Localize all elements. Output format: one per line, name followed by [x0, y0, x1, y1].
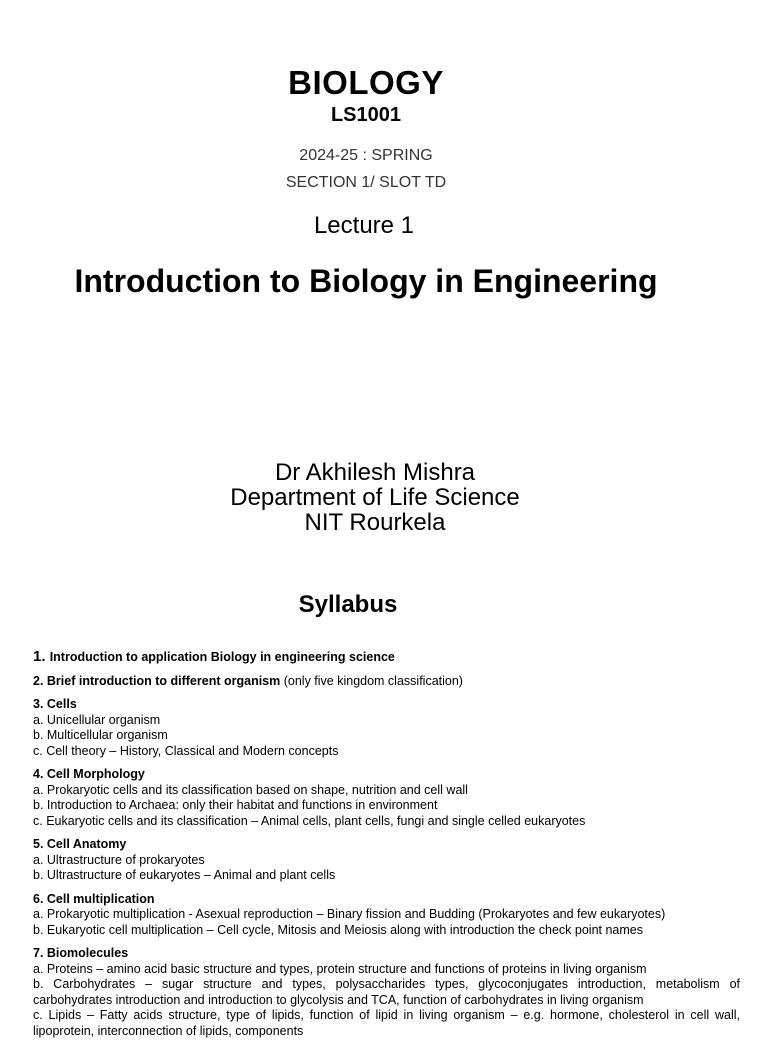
syllabus-item-title: Biomolecules: [46, 946, 129, 960]
syllabus-subitem: a. Proteins – amino acid basic structure and types, protein structure and functions of proteins in living organism: [33, 961, 647, 976]
syllabus-item-title: Cells: [46, 697, 77, 711]
course-code: LS1001: [330, 104, 402, 126]
syllabus-heading: Syllabus: [298, 591, 398, 618]
author-block: [0, 460, 759, 535]
syllabus-subitem: b. Ultrastructure of eukaryotes – Animal and plant cells: [33, 868, 336, 882]
syllabus-item: [33, 837, 740, 884]
syllabus-item-title: Cell multiplication: [46, 891, 155, 906]
syllabus-item-heading: [33, 649, 740, 666]
syllabus-subitem: c. Eukaryotic cells and its classification – Animal cells, plant cells, fungi and single celled eukaryotes: [33, 813, 586, 828]
syllabus-subitem: b. Eukaryotic cell multiplication – Cell cycle, Mitosis and Meiosis along with introduction the check point names: [33, 922, 644, 937]
syllabus-item-title: Cell Morphology: [46, 767, 145, 781]
syllabus-item-heading: [33, 767, 740, 783]
author-department: Department of Life Science: [230, 484, 520, 511]
syllabus-item-number: 2.: [33, 673, 47, 688]
term-label: 2024-25 : SPRING: [299, 147, 433, 164]
syllabus-item-number: 1.: [33, 648, 50, 665]
syllabus-item: [33, 649, 740, 666]
syllabus-item-title: Brief introduction to different organism: [46, 673, 281, 688]
lecture-title: Introduction to Biology in Engineering: [74, 263, 658, 299]
syllabus-item: [33, 674, 740, 690]
syllabus-subitem: a. Prokaryotic cells and its classification based on shape, nutrition and cell wall: [33, 782, 468, 797]
syllabus-item: [33, 767, 740, 829]
syllabus-item-heading: [33, 946, 740, 962]
syllabus-item-number: 6.: [33, 891, 47, 906]
syllabus-item: [33, 697, 740, 759]
syllabus-item-number: 5.: [33, 837, 47, 851]
syllabus-subitem: c. Cell theory – History, Classical and Modern concepts: [33, 743, 339, 758]
syllabus-item: [33, 946, 740, 1039]
syllabus-item-heading: [33, 892, 740, 908]
syllabus-subitem: b. Carbohydrates – sugar structure and types, polysaccharides types, glycoconjugates introduction, metabolism of carbohydrates introduction and introduction to glycolysis and TCA, function of carbohydrates in living organism: [33, 977, 740, 1007]
syllabus-subitem: a. Prokaryotic multiplication - Asexual reproduction – Binary fission and Budding (Prokaryotes and few eukaryotes): [33, 907, 666, 921]
syllabus-item-heading: [33, 674, 740, 690]
section-label: SECTION 1/ SLOT TD: [285, 174, 447, 191]
syllabus-item-title: Cell Anatomy: [46, 837, 127, 851]
syllabus-item-number: 3.: [33, 697, 47, 711]
syllabus-item-heading: [33, 837, 740, 853]
syllabus-list: [33, 649, 740, 1047]
author-institute: NIT Rourkela: [304, 509, 446, 536]
syllabus-item-note: (only five kingdom classification): [280, 673, 463, 688]
syllabus-subitem: c. Lipids – Fatty acids structure, type of lipids, function of lipid in living organism – e.g. hormone, cholesterol in cell wall, lipoprotein, interconnection of lipids, components: [33, 1008, 740, 1038]
syllabus-item-number: 7.: [33, 946, 47, 960]
author-name: Dr Akhilesh Mishra: [274, 459, 476, 486]
syllabus-item-number: 4.: [33, 767, 47, 781]
syllabus-subitem: b. Introduction to Archaea: only their habitat and functions in environment: [33, 798, 438, 812]
syllabus-item-heading: [33, 697, 740, 713]
syllabus-subitem: a. Unicellular organism: [33, 712, 161, 727]
document-title: BIOLOGY: [288, 64, 444, 101]
syllabus-subitem: a. Ultrastructure of prokaryotes: [33, 852, 205, 867]
lecture-number: Lecture 1: [313, 212, 415, 239]
syllabus-subitem: b. Multicellular organism: [33, 728, 168, 742]
syllabus-item-title: Introduction to application Biology in engineering science: [49, 650, 395, 664]
syllabus-item: [33, 892, 740, 939]
